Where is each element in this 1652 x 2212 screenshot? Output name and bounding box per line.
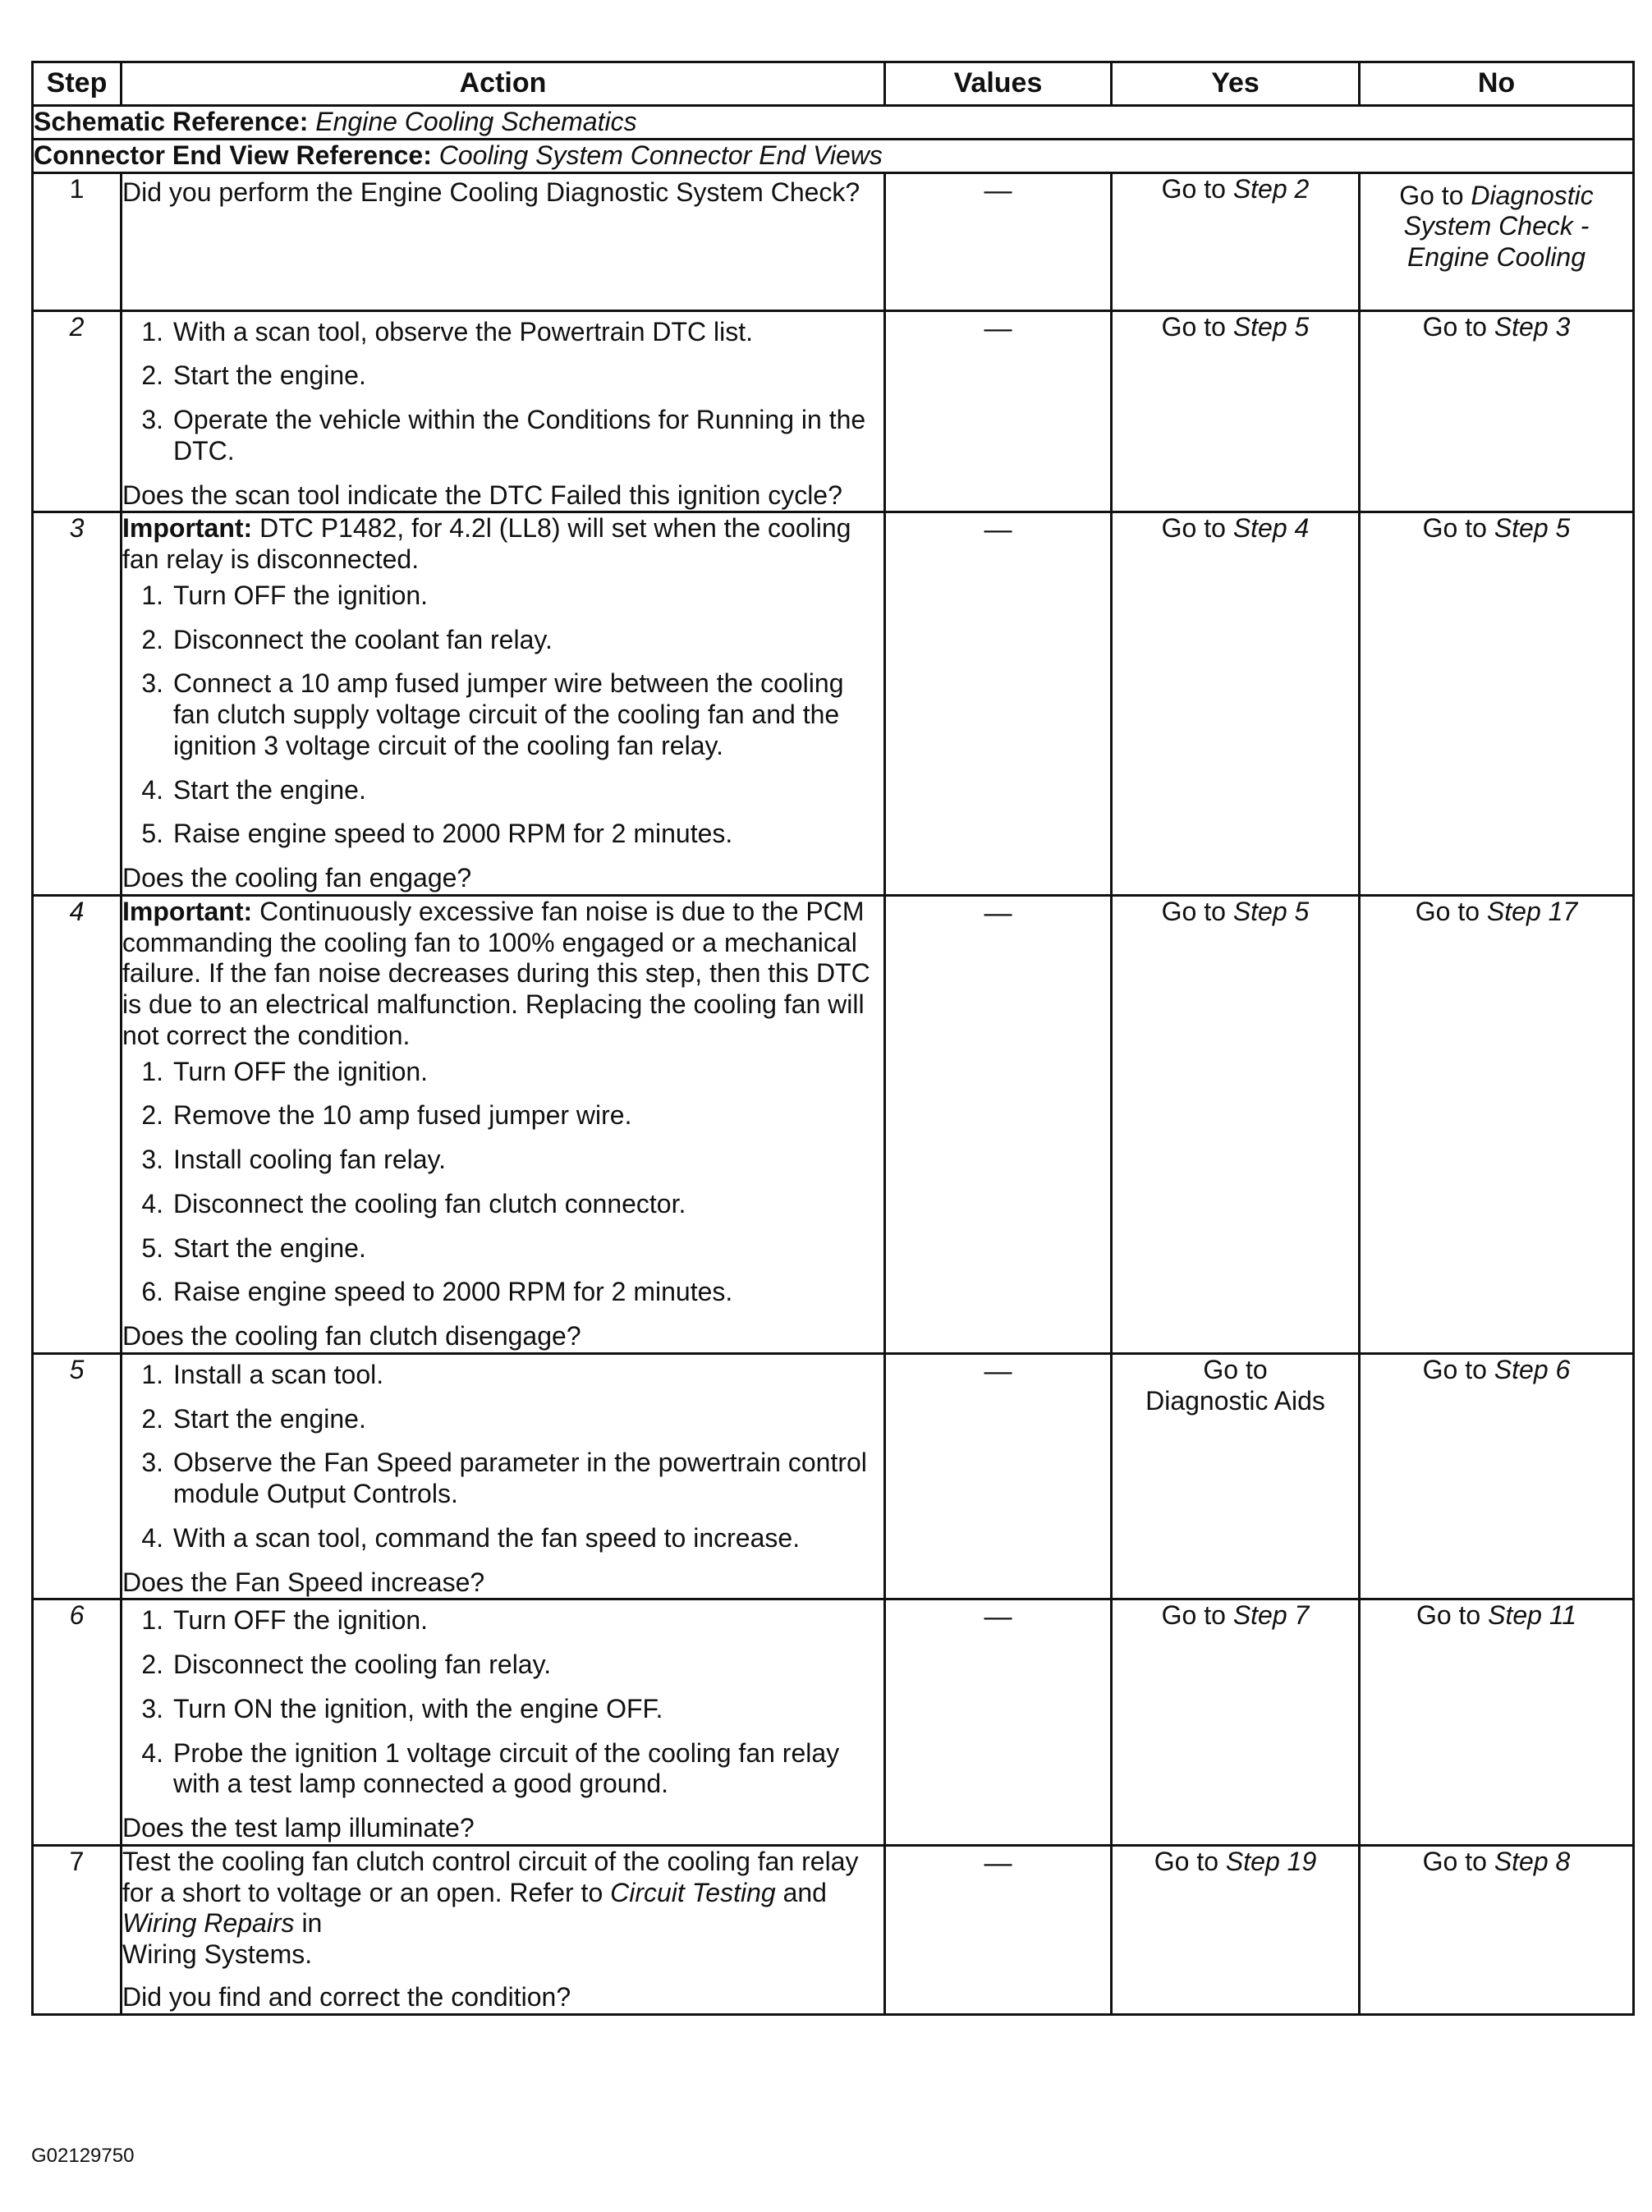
- header-row: [33, 62, 1634, 106]
- step-question: Does the cooling fan engage?: [122, 863, 472, 893]
- important-note: [122, 513, 883, 576]
- step-number: 3: [33, 512, 122, 896]
- wiring-repairs-link[interactable]: Wiring Repairs: [122, 1908, 295, 1939]
- no-prefix: Go to: [1422, 1846, 1494, 1876]
- step-values: —: [885, 172, 1112, 310]
- instruction-item: 5. Raise engine speed to 2000 RPM for 2 minutes.: [141, 819, 733, 849]
- step-row-5: [33, 1353, 1634, 1599]
- instruction-item: 4. Start the engine.: [141, 774, 366, 805]
- yes-cell[interactable]: [1112, 512, 1360, 896]
- instruction-item: 6. Raise engine speed to 2000 RPM for 2 minutes.: [141, 1277, 733, 1307]
- step-number: 6: [33, 1599, 122, 1846]
- step-question: Did you perform the Engine Cooling Diagnostic System Check?: [122, 177, 860, 207]
- step-values: —: [885, 1599, 1112, 1846]
- important-label: Important:: [122, 513, 253, 544]
- important-text: DTC P1482, for 4.2l (LL8) will set when the cooling fan relay is disconnected.: [122, 513, 851, 575]
- no-prefix: Go to: [1399, 180, 1471, 210]
- yes-prefix: Go to: [1161, 311, 1233, 342]
- diagnostic-table: [31, 61, 1635, 2016]
- yes-cell[interactable]: [1112, 310, 1360, 512]
- step-action: [122, 512, 885, 896]
- no-prefix: Go to: [1416, 1600, 1489, 1631]
- yes-link[interactable]: Step 5: [1232, 896, 1310, 926]
- no-cell[interactable]: [1360, 310, 1634, 512]
- no-link[interactable]: Step 3: [1494, 311, 1571, 342]
- step-values: —: [885, 1845, 1112, 2014]
- no-link[interactable]: Step 17: [1486, 896, 1578, 926]
- connector-reference-link[interactable]: Cooling System Connector End Views: [438, 140, 883, 170]
- step-instruction: Test the cooling fan clutch control circuit of the cooling fan relay for a short to voltage or an open. Refer to Circuit Testing and Wiring Repairs in Wiring Systems.: [122, 1846, 859, 1970]
- step-row-2: [33, 310, 1634, 512]
- step-number: 1: [33, 172, 122, 310]
- step-number: 4: [33, 895, 122, 1353]
- step-row-3: [33, 512, 1634, 896]
- no-link[interactable]: Step 8: [1494, 1846, 1571, 1876]
- header-step: Step: [33, 62, 122, 106]
- instruction-item: 2. Disconnect the coolant fan relay.: [141, 624, 553, 654]
- important-text: Continuously excessive fan noise is due to the PCM commanding the cooling fan to 100% engaged or a mechanical failure. If the fan noise decreases during this step, then this DTC is due to an electrical malfunction. Replacing the cooling fan will not correct the condition.: [122, 896, 870, 1050]
- step-instruction-list: [122, 317, 883, 467]
- step-question: Did you find and correct the condition?: [122, 1981, 571, 2012]
- instruction-item: 3. Install cooling fan relay.: [141, 1145, 447, 1175]
- header-yes: Yes: [1112, 62, 1360, 106]
- step-row-7: [33, 1845, 1634, 2014]
- instruction-item: 2. Start the engine.: [141, 360, 366, 391]
- step-values: —: [885, 310, 1112, 512]
- instruction-item: 1. Install a scan tool.: [141, 1359, 384, 1389]
- yes-prefix: Go to: [1161, 1600, 1233, 1631]
- header-values: Values: [885, 62, 1112, 106]
- header-no: No: [1360, 62, 1634, 106]
- step-action: [122, 310, 885, 512]
- schematic-reference-row: [33, 106, 1634, 140]
- no-cell[interactable]: [1360, 1599, 1634, 1846]
- yes-link[interactable]: Step 19: [1225, 1846, 1317, 1876]
- yes-cell[interactable]: [1112, 1353, 1360, 1599]
- instruction-item: 1. Turn OFF the ignition.: [141, 1056, 429, 1086]
- yes-cell[interactable]: [1112, 172, 1360, 310]
- instruction-item: 3. Observe the Fan Speed parameter in the powertrain control module Output Controls.: [141, 1448, 867, 1509]
- no-cell[interactable]: [1360, 1845, 1634, 2014]
- no-cell[interactable]: [1360, 172, 1634, 310]
- no-cell[interactable]: [1360, 895, 1634, 1353]
- step-question: Does the test lamp illuminate?: [122, 1813, 475, 1843]
- figure-code: G02129750: [31, 2145, 135, 2167]
- step-instruction-list: [122, 1057, 883, 1309]
- instruction-item: 1. Turn OFF the ignition.: [141, 1605, 429, 1636]
- no-link[interactable]: Diagnostic System Check - Engine Cooling: [1403, 180, 1594, 273]
- instruction-item: 2. Disconnect the cooling fan relay.: [141, 1650, 552, 1680]
- step-instruction-list: [122, 1605, 883, 1800]
- step-values: —: [885, 895, 1112, 1353]
- no-cell[interactable]: [1360, 1353, 1634, 1599]
- step-action: [122, 1353, 885, 1599]
- yes-prefix: Go to: [1154, 1846, 1226, 1876]
- yes-prefix: Go to: [1161, 896, 1233, 926]
- no-prefix: Go to: [1415, 896, 1487, 926]
- step-number: 5: [33, 1353, 122, 1599]
- instruction-item: 3. Operate the vehicle within the Conditions for Running in the DTC.: [141, 405, 866, 466]
- yes-link[interactable]: Step 4: [1232, 513, 1310, 544]
- step-row-4: [33, 895, 1634, 1353]
- step-number: 2: [33, 310, 122, 512]
- instruction-item: 2. Start the engine.: [141, 1403, 366, 1434]
- yes-link[interactable]: Step 5: [1232, 311, 1310, 342]
- step-row-1: [33, 172, 1634, 310]
- yes-link[interactable]: Go to Diagnostic Aids: [1145, 1354, 1325, 1416]
- step-action: [122, 1845, 885, 2014]
- step-number: 7: [33, 1845, 122, 2014]
- no-prefix: Go to: [1422, 1354, 1494, 1384]
- diagnostic-table-sheet: [31, 61, 1632, 2016]
- connector-reference-label: Connector End View Reference:: [34, 140, 432, 170]
- yes-prefix: Go to: [1161, 173, 1233, 204]
- step-action: [122, 172, 885, 310]
- yes-cell[interactable]: [1112, 1599, 1360, 1846]
- yes-cell[interactable]: [1112, 895, 1360, 1353]
- step-instruction-list: [122, 1360, 883, 1554]
- step-values: —: [885, 512, 1112, 896]
- yes-link[interactable]: Step 2: [1232, 173, 1310, 204]
- step-row-6: [33, 1599, 1634, 1846]
- instruction-item: 5. Start the engine.: [141, 1232, 366, 1263]
- step-question: Does the Fan Speed increase?: [122, 1567, 485, 1597]
- instruction-item: 3. Turn ON the ignition, with the engine OFF.: [141, 1693, 663, 1723]
- step-question: Does the cooling fan clutch disengage?: [122, 1321, 581, 1352]
- step-action: [122, 895, 885, 1353]
- no-link[interactable]: Step 11: [1488, 1600, 1577, 1631]
- instruction-item: 1. With a scan tool, observe the Powertrain DTC list.: [141, 316, 754, 346]
- instruction-item: 2. Remove the 10 amp fused jumper wire.: [141, 1100, 632, 1131]
- step-values: —: [885, 1353, 1112, 1599]
- instruction-item: 4. Probe the ignition 1 voltage circuit of the cooling fan relay with a test lamp connected a good ground.: [141, 1737, 840, 1799]
- important-label: Important:: [122, 896, 253, 926]
- step-question: Does the scan tool indicate the DTC Failed this ignition cycle?: [122, 480, 842, 510]
- header-action: Action: [122, 62, 885, 106]
- no-cell[interactable]: [1360, 512, 1634, 896]
- instruction-item: 4. With a scan tool, command the fan speed to increase.: [141, 1522, 801, 1553]
- important-note: [122, 897, 883, 1052]
- yes-link[interactable]: Step 7: [1232, 1600, 1310, 1631]
- instruction-item: 1. Turn OFF the ignition.: [141, 580, 429, 610]
- no-link[interactable]: Step 6: [1494, 1354, 1571, 1384]
- instruction-item: 3. Connect a 10 amp fused jumper wire between the cooling fan clutch supply voltage circuit of the cooling fan and the ignition 3 voltage circuit of the cooling fan relay.: [141, 668, 844, 760]
- instruction-item: 4. Disconnect the cooling fan clutch connector.: [141, 1188, 686, 1218]
- connector-reference-row: [33, 139, 1634, 172]
- step-action: [122, 1599, 885, 1846]
- no-prefix: Go to: [1422, 311, 1494, 342]
- schematic-reference-link[interactable]: Engine Cooling Schematics: [315, 107, 637, 137]
- no-prefix: Go to: [1422, 513, 1494, 544]
- no-link[interactable]: Step 5: [1494, 513, 1571, 544]
- step-instruction-list: [122, 581, 883, 850]
- yes-cell[interactable]: [1112, 1845, 1360, 2014]
- schematic-reference-label: Schematic Reference:: [34, 107, 309, 137]
- circuit-testing-link[interactable]: Circuit Testing: [610, 1877, 776, 1907]
- yes-prefix: Go to: [1161, 513, 1233, 544]
